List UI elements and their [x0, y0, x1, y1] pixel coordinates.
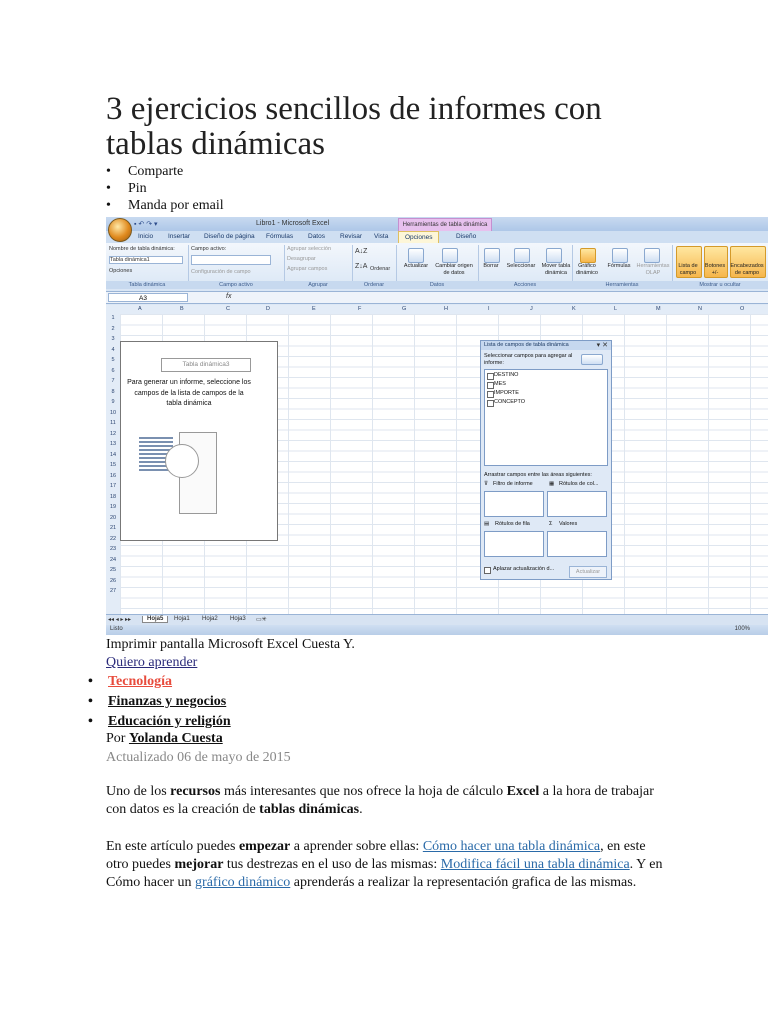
report-filter-label: Filtro de informe — [493, 481, 533, 487]
pivot-table-message: Para generar un informe, seleccione los campos de la lista de campos de la tabla dinámica — [127, 379, 251, 407]
column-header-d: D — [266, 306, 270, 312]
row-header-19: 19 — [109, 504, 117, 510]
column-header-g: G — [402, 306, 407, 312]
row-header-11: 11 — [110, 420, 116, 426]
move-table-icon — [546, 248, 562, 263]
row-header-8: 8 — [111, 388, 115, 395]
office-button-icon — [108, 218, 132, 242]
row-headers — [106, 314, 121, 614]
clear-icon — [484, 248, 500, 263]
share-item-pin[interactable]: • Pin — [128, 180, 224, 197]
checkbox — [487, 373, 494, 380]
window-title: Libro1 - Microsoft Excel — [256, 220, 330, 227]
link-como-hacer-tabla[interactable]: Cómo hacer una tabla dinámica — [422, 839, 601, 854]
sort-button: Ordenar — [370, 266, 391, 272]
field-checklist — [484, 369, 608, 466]
defer-update-label: Aplazar actualización d... — [493, 566, 555, 572]
zoom-level: 100% — [734, 626, 750, 632]
row-header-5: 5 — [111, 357, 115, 363]
group-label: Campo activo — [188, 281, 284, 289]
field-list-pane — [480, 340, 612, 580]
sheet-tab-hoja3: Hoja3 — [230, 616, 246, 622]
checkbox — [484, 567, 491, 574]
category-list — [108, 672, 231, 732]
pivot-chart-icon — [580, 248, 596, 263]
row-header-27: 27 — [109, 588, 117, 594]
change-source-icon — [442, 248, 458, 263]
link-grafico-dinamico[interactable]: gráfico dinámico — [195, 875, 291, 890]
category-finanzas[interactable]: Finanzas y negocios — [108, 694, 227, 709]
row-labels-label: Rótulos de fila — [495, 521, 530, 527]
field-list-prompt: Seleccionar campos para agregar al informe: — [484, 353, 573, 366]
sheet-tab-hoja1: Hoja1 — [174, 616, 190, 622]
quick-access-toolbar: ▪ ↶ ↷ ▾ — [134, 221, 158, 228]
sigma-icon: Σ — [549, 521, 553, 527]
row-header-25: 25 — [109, 567, 117, 573]
excel-title-bar — [106, 217, 768, 231]
group-label: Herramientas — [572, 281, 672, 289]
clear-button: Borrar — [483, 263, 499, 269]
sheet-tab-hoja5: Hoja5 — [142, 616, 168, 623]
status-bar — [106, 625, 768, 635]
row-header-21: 21 — [109, 525, 117, 531]
column-header-m: M — [656, 306, 661, 312]
sheet-tabs — [106, 614, 768, 625]
values-label: Valores — [559, 521, 578, 527]
column-labels-icon: ▦ — [549, 481, 555, 487]
group-datos — [396, 245, 479, 289]
row-header-23: 23 — [109, 546, 117, 552]
column-header-i: I — [488, 306, 490, 312]
tab-datos: Datos — [308, 233, 325, 240]
tab-revisar: Revisar — [340, 233, 363, 240]
sort-za-icon: Z↓A — [355, 263, 368, 270]
share-item-comparte[interactable]: • Comparte — [128, 163, 224, 180]
share-item-email[interactable]: • Manda por email — [128, 197, 224, 214]
row-header-24: 24 — [109, 556, 117, 563]
pivot-table-name: Tabla dinámica3 — [161, 358, 251, 372]
field-list-button: Lista de campo — [678, 263, 698, 276]
excel-screenshot — [106, 217, 768, 635]
field-settings-button: Configuración de campo — [191, 269, 251, 275]
buttons-button: Botones +/- — [704, 263, 726, 276]
updated-date: Actualizado 06 de mayo de 2015 — [106, 750, 291, 765]
pivot-name-label: Nombre de tabla dinámica: — [109, 246, 175, 252]
move-table-button: Mover tabla dinámica — [541, 263, 571, 276]
ungroup-button: Desagrupar — [287, 256, 316, 262]
ribbon-tabs — [106, 231, 768, 243]
active-field-input — [191, 255, 271, 265]
tab-diseno: Diseño — [456, 233, 477, 240]
column-header-n: N — [698, 306, 702, 312]
row-header-12: 12 — [109, 430, 117, 437]
group-herramientas — [572, 245, 673, 289]
tab-vista: Vista — [374, 233, 389, 240]
group-ordenar — [352, 245, 397, 289]
author-link[interactable]: Yolanda Cuesta — [128, 731, 223, 746]
name-box: A3 — [108, 293, 188, 302]
magnifier-checklist-icon — [165, 444, 199, 478]
row-header-15: 15 — [109, 462, 117, 468]
group-label: Agrupar — [284, 281, 352, 289]
column-header-j: J — [530, 306, 533, 312]
tab-formulas: Fórmulas — [266, 233, 294, 240]
values-area — [547, 531, 607, 557]
refresh-button: Actualizar — [403, 263, 429, 269]
column-header-l: L — [614, 306, 618, 312]
status-text: Listo — [110, 626, 123, 632]
tab-inicio: Inicio — [138, 233, 154, 240]
tab-diseno-pagina: Diseño de página — [204, 233, 255, 240]
paragraph-1: Uno de los recursos más interesantes que nos ofrece la hoja de cálculo Excel a la hora de trabajar con datos es la creación de tablas dinámicas. — [106, 784, 654, 817]
category-educacion[interactable]: Educación y religión — [108, 714, 231, 729]
report-filter-area — [484, 491, 544, 517]
formulas-button: Fórmulas — [607, 263, 631, 269]
field-item-importe: IMPORTE — [494, 390, 519, 396]
row-header-4: 4 — [111, 346, 115, 353]
article-title: 3 ejercicios sencillos de informes con tablas dinámicas — [106, 91, 602, 162]
column-labels-area — [547, 491, 607, 517]
tab-insertar: Insertar — [168, 233, 191, 240]
group-field-button: Agrupar campos — [287, 266, 328, 272]
group-campo-activo — [188, 245, 285, 289]
group-label: Mostrar u ocultar — [672, 281, 768, 289]
filter-icon: ⊽ — [484, 481, 489, 487]
layout-dropdown-icon — [581, 354, 603, 365]
author-prefix: Por — [106, 731, 126, 746]
row-header-17: 17 — [109, 483, 117, 489]
row-header-14: 14 — [109, 451, 117, 458]
sort-az-icon: A↓Z — [355, 248, 368, 255]
row-header-9: 9 — [111, 399, 115, 405]
field-item-concepto: CONCEPTO — [494, 399, 526, 405]
drag-prompt: Arrastrar campos entre las áreas siguientes: — [484, 472, 592, 478]
row-header-6: 6 — [111, 367, 115, 374]
column-header-k: K — [572, 306, 576, 312]
share-list — [128, 163, 224, 214]
group-acciones — [478, 245, 573, 289]
olap-icon — [644, 248, 660, 263]
row-header-22: 22 — [109, 535, 117, 542]
row-header-3: 3 — [111, 336, 115, 342]
group-selection-button: Agrupar selección — [287, 246, 332, 252]
author-line — [106, 730, 223, 748]
group-agrupar — [284, 245, 353, 289]
field-headers-button: Encabezados de campo — [730, 263, 764, 276]
change-source-button: Cambiar origen de datos — [435, 263, 473, 276]
pivot-table-placeholder — [120, 341, 278, 541]
row-header-10: 10 — [109, 409, 117, 416]
olap-button: Herramientas OLAP — [636, 263, 670, 276]
row-header-16: 16 — [109, 472, 117, 479]
checkbox — [487, 400, 494, 407]
field-list-title: Lista de campos de tabla dinámica ▾ ✕ — [481, 341, 611, 350]
quiero-aprender-link[interactable]: Quiero aprender — [106, 655, 198, 670]
fx-icon: fx — [226, 293, 232, 300]
group-tabla-dinamica — [106, 245, 189, 289]
options-button: Opciones — [109, 268, 133, 274]
close-icon: ▾ ✕ — [596, 342, 608, 349]
category-tecnologia[interactable]: Tecnología — [108, 674, 173, 689]
contextual-tab-header: Herramientas de tabla dinámica — [398, 218, 492, 233]
formula-bar — [106, 292, 768, 304]
row-header-20: 20 — [109, 514, 117, 521]
column-header-a: A — [138, 306, 142, 312]
checkbox — [487, 382, 494, 389]
row-header-7: 7 — [111, 378, 115, 384]
link-modifica-tabla[interactable]: Modifica fácil una tabla dinámica — [440, 857, 630, 872]
column-header-f: F — [358, 306, 362, 312]
sheet-tab-hoja2: Hoja2 — [202, 616, 218, 622]
refresh-icon — [408, 248, 424, 263]
update-button: Actualizar — [569, 566, 607, 578]
group-label: Tabla dinámica — [106, 281, 188, 289]
row-header-18: 18 — [109, 493, 117, 500]
group-label: Acciones — [478, 281, 572, 289]
formulas-icon — [612, 248, 628, 263]
pivot-name-field: Tabla dinámica1 — [109, 256, 183, 264]
column-header-o: O — [740, 306, 745, 312]
group-mostrar-ocultar — [672, 245, 768, 289]
row-header-26: 26 — [109, 577, 117, 584]
column-labels-label: Rótulos de col... — [559, 481, 599, 487]
column-header-h: H — [444, 306, 448, 312]
group-label: Ordenar — [352, 281, 396, 289]
group-label: Datos — [396, 281, 478, 289]
select-button: Seleccionar — [506, 263, 536, 269]
checkbox — [487, 391, 494, 398]
row-labels-icon: ▤ — [484, 521, 490, 527]
ribbon — [106, 243, 768, 292]
row-header-2: 2 — [111, 325, 115, 332]
sheet-nav-icon: ◂◂ ◂ ▸ ▸▸ — [108, 617, 132, 623]
row-labels-area — [484, 531, 544, 557]
tab-opciones: Opciones — [398, 231, 439, 244]
row-header-1: 1 — [111, 315, 115, 321]
field-item-destino: DESTINO — [494, 372, 519, 378]
field-item-mes: MES — [494, 381, 506, 387]
image-caption: Imprimir pantalla Microsoft Excel Cuesta Y. — [106, 637, 355, 652]
column-header-e: E — [312, 306, 316, 312]
paragraph-2: En este artículo puedes empezar a aprender sobre ellas: Cómo hacer una tabla dinámica, en este otro puedes mejorar tus destrezas en el uso de las mismas: Modifica fácil una tabla dinámica. Y en Cómo hacer un gráfico dinámico aprenderás a realizar la representación grafica de las mismas. — [106, 839, 663, 890]
row-header-13: 13 — [109, 441, 117, 447]
column-header-b: B — [180, 306, 184, 312]
active-field-label: Campo activo: — [191, 246, 227, 252]
pivot-chart-button: Gráfico dinámico — [575, 263, 598, 276]
select-icon — [514, 248, 530, 263]
new-sheet-icon: ▭✳ — [256, 617, 267, 623]
column-header-c: C — [226, 306, 230, 312]
